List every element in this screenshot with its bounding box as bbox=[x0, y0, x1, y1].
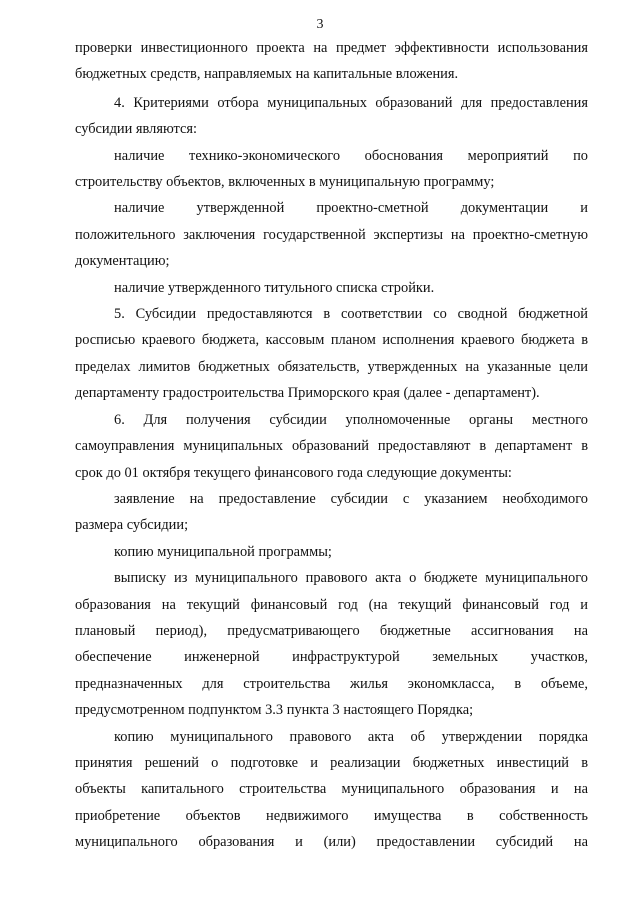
paragraph bbox=[75, 90, 588, 143]
paragraph bbox=[75, 407, 588, 486]
paragraph bbox=[75, 565, 588, 723]
text-line: росписью краевого бюджета, кассовым планом исполнения краевого бюджета в bbox=[75, 332, 588, 349]
text-line: приобретение объектов недвижимого имущества в собственность bbox=[75, 807, 588, 824]
text-line: обеспечение инженерной инфраструктурой земельных участков, bbox=[75, 649, 588, 666]
text-line: предназначенных для строительства жилья экономкласса, в объеме, bbox=[75, 675, 588, 692]
paragraph bbox=[75, 486, 588, 539]
text-line: департаменту градостроительства Приморского края (далее - департамент). bbox=[75, 385, 540, 402]
text-line: наличие утвержденной проектно-сметной документации и bbox=[114, 200, 588, 217]
paragraph bbox=[75, 539, 588, 565]
text-line: строительству объектов, включенных в муниципальную программу; bbox=[75, 174, 495, 191]
text-line: копию муниципальной программы; bbox=[114, 543, 332, 560]
text-line: 4. Критериями отбора муниципальных образований для предоставления bbox=[114, 94, 588, 111]
text-line: проверки инвестиционного проекта на предмет эффективности использования bbox=[75, 40, 588, 56]
text-line: пределах лимитов бюджетных обязательств, утвержденных на указанные цели bbox=[75, 358, 588, 375]
paragraph bbox=[75, 35, 588, 88]
text-line: срок до 01 октября текущего финансового года следующие документы: bbox=[75, 464, 512, 481]
text-line: положительного заключения государственной экспертизы на проектно-сметную bbox=[75, 226, 588, 243]
text-line: муниципального образования и (или) предоставлении субсидий на bbox=[75, 834, 588, 851]
text-line: копию муниципального правового акта об утверждении порядка bbox=[114, 728, 588, 745]
paragraph bbox=[75, 724, 588, 856]
text-line: самоуправления муниципальных образований предоставляют в департамент в bbox=[75, 438, 588, 455]
page-number: 3 bbox=[316, 17, 324, 32]
text-line: 6. Для получения субсидии уполномоченные органы местного bbox=[114, 411, 588, 428]
paragraph bbox=[75, 143, 588, 196]
text-line: образования на текущий финансовый год (на текущий финансовый год и bbox=[75, 596, 588, 613]
text-line: наличие технико-экономического обоснования мероприятий по bbox=[114, 147, 588, 164]
text-line: плановый период), предусматривающего бюджетные ассигнования на bbox=[75, 622, 588, 639]
text-line: объекты капитального строительства муниципального образования и на bbox=[75, 781, 588, 798]
paragraph bbox=[75, 275, 588, 301]
text-line: принятия решений о подготовке и реализации бюджетных инвестиций в bbox=[75, 754, 588, 771]
text-line: бюджетных средств, направляемых на капитальные вложения. bbox=[75, 66, 459, 83]
text-line: предусмотренном подпунктом 3.3 пункта 3 настоящего Порядка; bbox=[75, 702, 474, 719]
document-body bbox=[75, 35, 588, 856]
paragraph bbox=[75, 195, 588, 274]
text-line: документацию; bbox=[75, 253, 170, 270]
text-line: 5. Субсидии предоставляются в соответствии со сводной бюджетной bbox=[114, 306, 588, 323]
text-line: выписку из муниципального правового акта о бюджете муниципального bbox=[114, 570, 588, 587]
text-line: заявление на предоставление субсидии с указанием необходимого bbox=[114, 490, 588, 507]
text-line: наличие утвержденного титульного списка стройки. bbox=[114, 279, 435, 296]
paragraph bbox=[75, 301, 588, 407]
text-line: субсидии являются: bbox=[75, 121, 197, 138]
text-line: размера субсидии; bbox=[75, 517, 189, 534]
